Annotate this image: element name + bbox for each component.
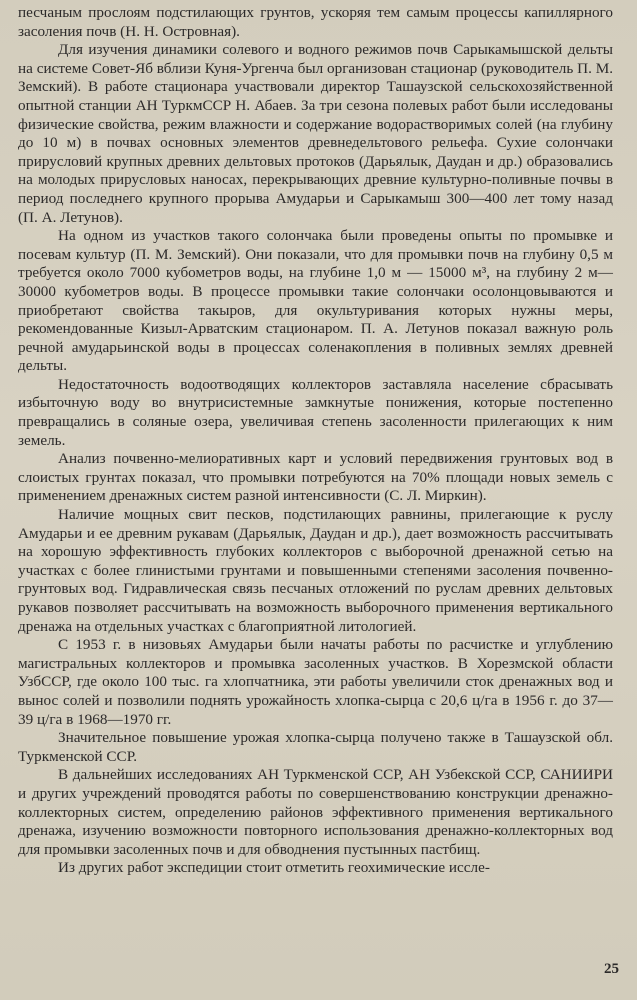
paragraph-2: Для изучения динамики солевого и водного режимов почв Сарыкамышской дельты на системе Совет-Яб вблизи Куня-Ургенча был организован стационар (руководитель П. М. Земский). В работе стационара участвовали директор Ташаузской сельскохозяйственной опытной станции АН ТуркмССР Н. Абаев. За три сезона полевых работ были исследованы физические свойства, режим влажности и содержание водорастворимых солей (на глубину до 10 м) в почвах основных элементов древнедельтового рельефа. Сухие солончаки прирусловий крупных древних дельтовых протоков (Дарьялык, Даудан и др.) образовались на молодых прирусловых наносах, перекрывающих древние культурно-поливные почвы в период последнего крупного прорыва Амударьи и Сарыкамыш 300—400 лет тому назад (П. А. Летунов). (18, 41, 613, 226)
body-text (18, 4, 613, 878)
paragraph-6: Наличие мощных свит песков, подстилающих равнины, прилегающие к руслу Амударьи и ее древним рукавам (Дарьялык, Даудан и др.), дает возможность рассчитывать на хорошую эффективность глубоких коллекторов с выборочной дренажной сетью на участках с более глинистыми грунтами и повышенными степенями засоления почвенно-грунтовых вод. Гидравлическая связь песчаных отложений по руслам древних дельтовых рукавов позволяет рассчитывать на возможность выборочного применения вертикального дренажа на отдельных участках с благоприятной литологией. (18, 506, 613, 635)
paragraph-9: В дальнейших исследованиях АН Туркменской ССР, АН Узбекской ССР, САНИИРИ и других учреждений проводятся работы по совершенствованию конструкции дренажно-коллекторных систем, определению районов эффективного применения вертикального дренажа, изучению возможности повторного использования дренажно-коллекторных вод для промывки засоленных почв и для обводнения пустынных пастбищ. (18, 766, 613, 858)
paragraph-8: Значительное повышение урожая хлопка-сырца получено также в Ташаузской обл. Туркменской ССР. (18, 729, 613, 765)
paragraph-1: песчаным прослоям подстилающих грунтов, ускоряя тем самым процессы капиллярного засоления почв (Н. Н. Островная). (18, 4, 613, 40)
paragraph-5: Анализ почвенно-мелиоративных карт и условий передвижения грунтовых вод в слоистых грунтах показал, что промывки потребуются на 70% площади новых земель с применением дренажных систем разной интенсивности (С. Л. Миркин). (18, 450, 613, 505)
paragraph-4: Недостаточность водоотводящих коллекторов заставляла население сбрасывать избыточную воду во внутрисистемные замкнутые понижения, которые постепенно превращались в соляные озера, увеличивая степень засоленности прилегающих к ним земель. (18, 375, 613, 449)
page-number: 25 (604, 961, 619, 977)
paragraph-7: С 1953 г. в низовьях Амударьи были начаты работы по расчистке и углублению магистральных коллекторов и промывка засоленных участков. В Хорезмской области УзбССР, где около 100 тыс. га хлопчатника, эти работы увеличили сток дренажных вод и вынос солей и позволили поднять урожайность хлопка-сырца с 20,6 ц/га в 1956 г. до 37—39 ц/га в 1968—1970 гг. (18, 636, 613, 728)
paragraph-10: Из других работ экспедиции стоит отметить геохимические иссле- (58, 859, 490, 877)
paragraph-3: На одном из участков такого солончака были проведены опыты по промывке и посевам культур (П. М. Земский). Они показали, что для промывки почв на глубину 0,5 м требуется около 7000 кубометров воды, на глубине 1,0 м — 15000 м³, на глубину 2 м—30000 кубометров воды. В процессе промывки такие солончаки осолонцовываются и приобретают свойства такыров, для окультуривания которых нужны меры, рекомендованные Кизыл-Арватским стационаром. П. А. Летунов показал важную роль речной амударьинской воды в процессах соленакопления в поливных землях древней дельты. (18, 227, 613, 375)
